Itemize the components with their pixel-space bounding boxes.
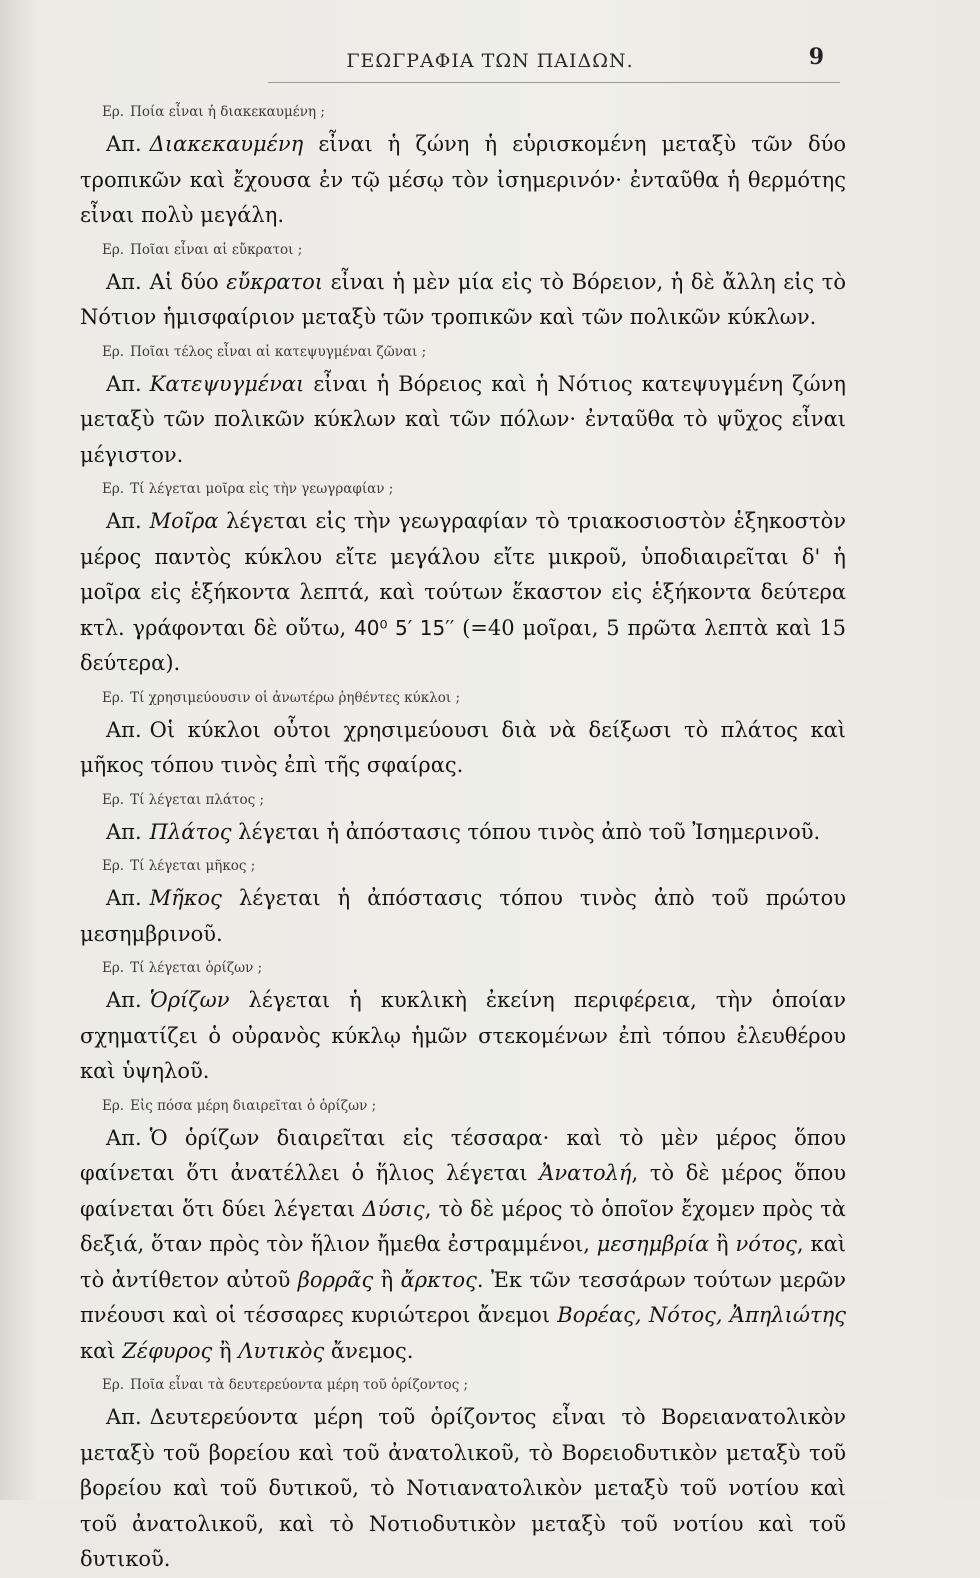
answer-7: Απ. Μῆκος λέγεται ἡ ἀπόστασις τόπου τινὸς ἀπὸ τοῦ πρώτου μεσημβρινοῦ. [80,886,846,946]
term: Κατεψυγμέναι [149,371,305,396]
term: εὔκρατοι [226,269,324,294]
term: νότος [735,1232,797,1256]
answer-6: Απ. Πλάτος λέγεται ἡ ἀπόστασις τόπου τινὸς ἀπὸ τοῦ Ἰσημερινοῦ. [106,819,821,844]
term: ἄρκτος [400,1267,477,1292]
page-header [0,44,980,84]
term: Πλάτος [149,819,232,844]
answer-2: Απ. Αἱ δύο εὔκρατοι εἶναι ἡ μὲν μία εἰς τὸ Βόρειον, ἡ δὲ ἄλλη εἰς τὸ Νότιον ἡμισφαίριον μεταξὺ τῶν τροπικῶν καὶ τῶν πολικῶν κύκλων. [80,269,846,329]
question-5: Ερ. Τί χρησιμεύουσιν οἱ ἀνωτέρω ῥηθέντες κύκλοι ; [102,689,461,706]
term: Ἀνατολή [539,1161,632,1185]
term: Μῆκος [149,886,222,910]
running-title: ΓΕΩΓΡΑΦΙΑ ΤΩΝ ΠΑΙΔΩΝ. [346,50,634,72]
question-4: Ερ. Τί λέγεται μοῖρα εἰς τὴν γεωγραφίαν ; [102,481,394,497]
answer-5: Απ. Οἱ κύκλοι οὗτοι χρησιμεύουσι διὰ νὰ δείξωσι τὸ πλάτος καὶ μῆκος τόπου τινὸς ἐπὶ τῆς σφαίρας. [80,717,846,777]
answer-10: Απ. Δευτερεύοντα μέρη τοῦ ὁρίζοντος εἶναι τὸ Βορειανατολικὸν μεταξὺ τοῦ βορείου καὶ τοῦ ἀνατολικοῦ, τὸ Βορειοδυτικὸν μεταξὺ τοῦ βορείου καὶ τοῦ δυτικοῦ, τὸ Νοτιανατολικὸν μεταξὺ τοῦ νοτίου καὶ τοῦ ἀνατολικοῦ, καὶ τὸ Νοτιοδυτικὸν μεταξὺ τοῦ νοτίου καὶ τοῦ δυτικοῦ. [80,1405,846,1571]
question-9: Ερ. Εἰς πόσα μέρη διαιρεῖται ὁ ὁρίζων ; [102,1097,377,1114]
question-3: Ερ. Ποῖαι τέλος εἶναι αἱ κατεψυγμέναι ζῶναι ; [102,343,427,360]
answer-4: Απ. Μοῖρα λέγεται εἰς τὴν γεωγραφίαν τὸ τριακοσιοστὸν ἑξηκοστὸν μέρος παντὸς κύκλου εἴτε μεγάλου εἴτε μικροῦ, ὑποδιαιρεῖται δ' ἡ μοῖρα εἰς ἑξήκοντα λεπτά, καὶ τούτων ἕκαστον εἰς ἑξήκοντα δεύτερα κτλ. γράφονται δὲ οὕτω, 40⁰ 5′ 15′′ (=40 μοῖραι, 5 πρῶτα λεπτὰ καὶ 15 δεύτερα). [80,509,847,675]
term: βορρᾶς [297,1267,374,1292]
term: Δύσις [362,1196,425,1221]
term: μεσημβρία [596,1232,710,1256]
answer-8: Απ. Ὁρίζων λέγεται ἡ κυκλικὴ ἐκείνη περιφέρεια, τὴν ὁποίαν σχηματίζει ὁ οὐρανὸς κύκλῳ ἡμῶν στεκομένων ἐπὶ τόπου ἐλευθέρου καὶ ὑψηλοῦ. [80,988,846,1083]
term: Μοῖρα [149,509,219,533]
answer-9: Απ. Ὁ ὁρίζων διαιρεῖται εἰς τέσσαρα· καὶ τὸ μὲν μέρος ὅπου φαίνεται ὅτι ἀνατέλλει ὁ ἥλιος λέγεται Ἀνατολή, τὸ δὲ μέρος ὅπου φαίνεται ὅτι δύει λέγεται Δύσις, τὸ δὲ μέρος τὸ ὁποῖον ἔχομεν πρὸς τὰ δεξιά, ὅταν πρὸς τὸν ἥλιον ἤμεθα ἐστραμμένοι, μεσημβρία ἢ νότος, καὶ τὸ ἀντίθετον αὐτοῦ βορρᾶς ἢ ἄρκτος. Ἐκ τῶν τεσσάρων τούτων μερῶν πνέουσι καὶ οἱ τέσσαρες κυριώτεροι ἄνεμοι Βορέας, Νότος, Ἀπηλιώτης καὶ Ζέφυρος ἢ Λυτικὸς ἄνεμος. [80,1125,847,1363]
question-6: Ερ. Τί λέγεται πλάτος ; [102,791,265,808]
body-text [80,96,846,1578]
page-number: 9 [808,44,824,70]
question-2: Ερ. Ποῖαι εἶναι αἱ εὔκρατοι ; [102,241,303,258]
term: Λυτικὸς [238,1338,325,1363]
term: Διακεκαυμένη [149,132,304,156]
term: Ζέφυρος [122,1338,213,1363]
answer-3: Απ. Κατεψυγμέναι εἶναι ἡ Βόρειος καὶ ἡ Νότιος κατεψυγμένη ζώνη μεταξὺ τῶν πολικῶν κύκλων καὶ τῶν πόλων· ἐνταῦθα τὸ ψῦχος εἶναι μέγιστον. [80,371,846,467]
header-rule [268,82,840,83]
question-8: Ερ. Τί λέγεται ὁρίζων ; [102,960,263,976]
question-7: Ερ. Τί λέγεται μῆκος ; [102,858,256,874]
question-1: Ερ. Ποία εἶναι ἡ διακεκαυμένη ; [102,104,325,120]
term: Ὁρίζων [149,988,230,1012]
term: Βορέας, Νότος, Ἀπηλιώτης [557,1303,846,1327]
question-10: Ερ. Ποῖα εἶναι τὰ δευτερεύοντα μέρη τοῦ ὁρίζοντος ; [102,1377,469,1393]
answer-1: Απ. Διακεκαυμένη εἶναι ἡ ζώνη ἡ εὑρισκομένη μεταξὺ τῶν δύο τροπικῶν καὶ ἔχουσα ἐν τῷ μέσῳ τὸν ἰσημερινόν· ἐνταῦθα ἡ θερμότης εἶναι πολὺ μεγάλη. [80,132,846,227]
degree-formula: 40⁰ 5′ 15′′ [354,615,455,640]
